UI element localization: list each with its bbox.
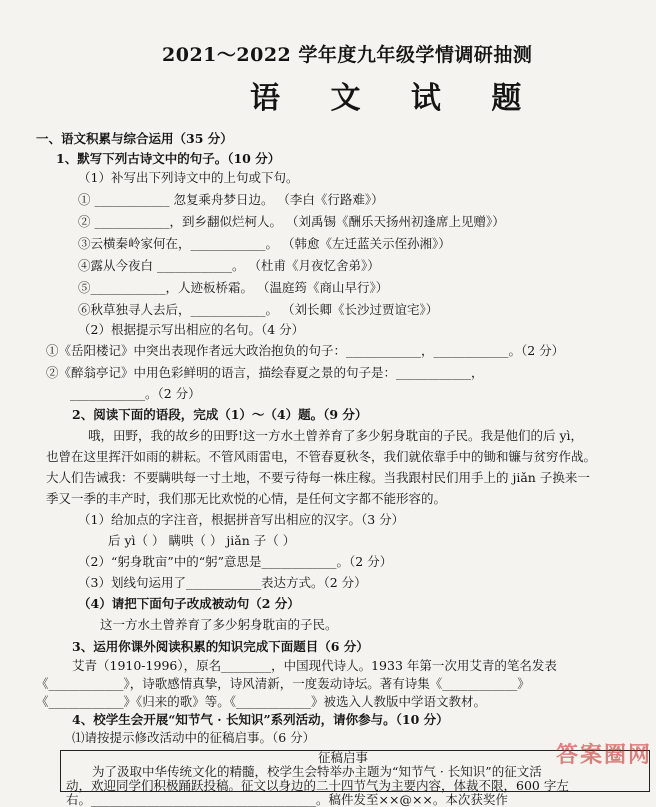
exam-title: 2021～2022 学年度九年级学情调研抽测: [162, 44, 533, 66]
instruction-line: （3）划线句运用了____________表达方式。（2 分）: [78, 575, 367, 590]
instruction-line: （1）补写出下列诗文中的上句或下句。: [78, 170, 299, 185]
poem-line: ⑤____________，人迹板桥霜。 （温庭筠《商山早行》）: [78, 280, 389, 295]
notice-line: 动，欢迎同学们积极踊跃投稿。征文以身边的二十四节气为主要内容，体裁不限，600 字左: [66, 778, 569, 793]
poem-line: ③云横秦岭家何在，____________。 （韩愈《左迁蓝关示侄孙湘》）: [78, 236, 451, 251]
section-heading: 一、语文积累与综合运用（35 分）: [36, 131, 233, 146]
passage-line: 哦，田野，我的故乡的田野!这一方水土曾养育了多少躬身耽亩的子民。我是他们的后 yì，: [88, 428, 584, 443]
notice-line: 为了汲取中华传统文化的精髓，校学生会特举办主题为“知节气 · 长知识”的征文活: [92, 764, 542, 779]
pinyin-line: 后 yì（ ） 瞒哄（ ） jiǎn 子（ ）: [108, 533, 296, 548]
instruction-line: （2）“躬身耽亩”中的“躬”意思是____________。（2 分）: [78, 554, 393, 569]
question-heading: 3、运用你课外阅读积累的知识完成下面题目（6 分）: [72, 639, 369, 654]
sentence-line: 这一方水土曾养育了多少躬身耽亩的子民。: [100, 617, 338, 632]
passage-line: 也曾在这里挥汗如雨的耕耘。不管风雨雷电，不管春夏秋冬，我们就依靠手中的锄和镰与贫穷作战。: [46, 449, 597, 464]
subject-title: 语 文 试 题: [250, 81, 542, 116]
poem-line: ⑥秋草独寻人去后，____________。 （刘长卿《长沙过贾谊宅》）: [78, 302, 439, 317]
poet-line: 艾青（1910-1996），原名________，中国现代诗人。1933 年第一次用艾青的笔名发表: [72, 658, 557, 673]
instruction-line: （4）请把下面句子改成被动句（2 分）: [78, 596, 300, 611]
poem-line: ① ____________ 忽复乘舟梦日边。 （李白《行路难》）: [78, 192, 384, 207]
notice-title: 征稿启事: [318, 750, 369, 765]
instruction-line: ⑴请按提示修改活动中的征稿启事。（6 分）: [72, 730, 316, 745]
poet-line: 《____________》，诗歌感情真挚，诗风清新，一度轰动诗坛。著有诗集《____________》: [36, 676, 530, 691]
question-heading: 4、校学生会开展“知节气 · 长知识”系列活动，请你参与。（10 分）: [72, 712, 449, 727]
passage-line: 大人们告诫我：不要瞒哄每一寸土地，不要亏待每一株庄稼。当我跟村民们用手上的 jiǎn 子换来一: [46, 470, 590, 485]
poet-line: 《____________》《归来的歌》等。《____________》被选入人教版中学语文教材。: [36, 694, 487, 709]
question-heading: 1、默写下列古诗文中的句子。（10 分）: [56, 151, 281, 166]
watermark: 答案圈网: [555, 743, 652, 768]
instruction-line: （2）根据提示写出相应的名句。（4 分）: [78, 322, 305, 337]
instruction-line: （1）给加点的字注音，根据拼音写出相应的汉字。（3 分）: [78, 512, 405, 527]
poem-line: ④露从今夜白 ____________。 （杜甫《月夜忆舍弟》）: [78, 258, 380, 273]
notice-line: 右。____________________________________。稿件发至××@××。本次获奖作: [66, 792, 508, 807]
quote-line: ②《醉翁亭记》中用色彩鲜明的语言，描绘春夏之景的句子是：____________，: [46, 365, 484, 380]
passage-line: 季又一季的丰产时，我们那无比欢悦的心情，是任何文字都不能形容的。: [46, 491, 447, 506]
quote-line: ①《岳阳楼记》中突出表现作者远大政治抱负的句子：____________，____________。（2 分）: [46, 343, 565, 358]
poem-line: ② ____________，到乡翻似烂柯人。 （刘禹锡《酬乐天扬州初逢席上见赠》）: [78, 214, 505, 229]
quote-line: ____________。（2 分）: [70, 386, 201, 401]
question-heading: 2、阅读下面的语段，完成（1）～（4）题。（9 分）: [72, 407, 368, 422]
